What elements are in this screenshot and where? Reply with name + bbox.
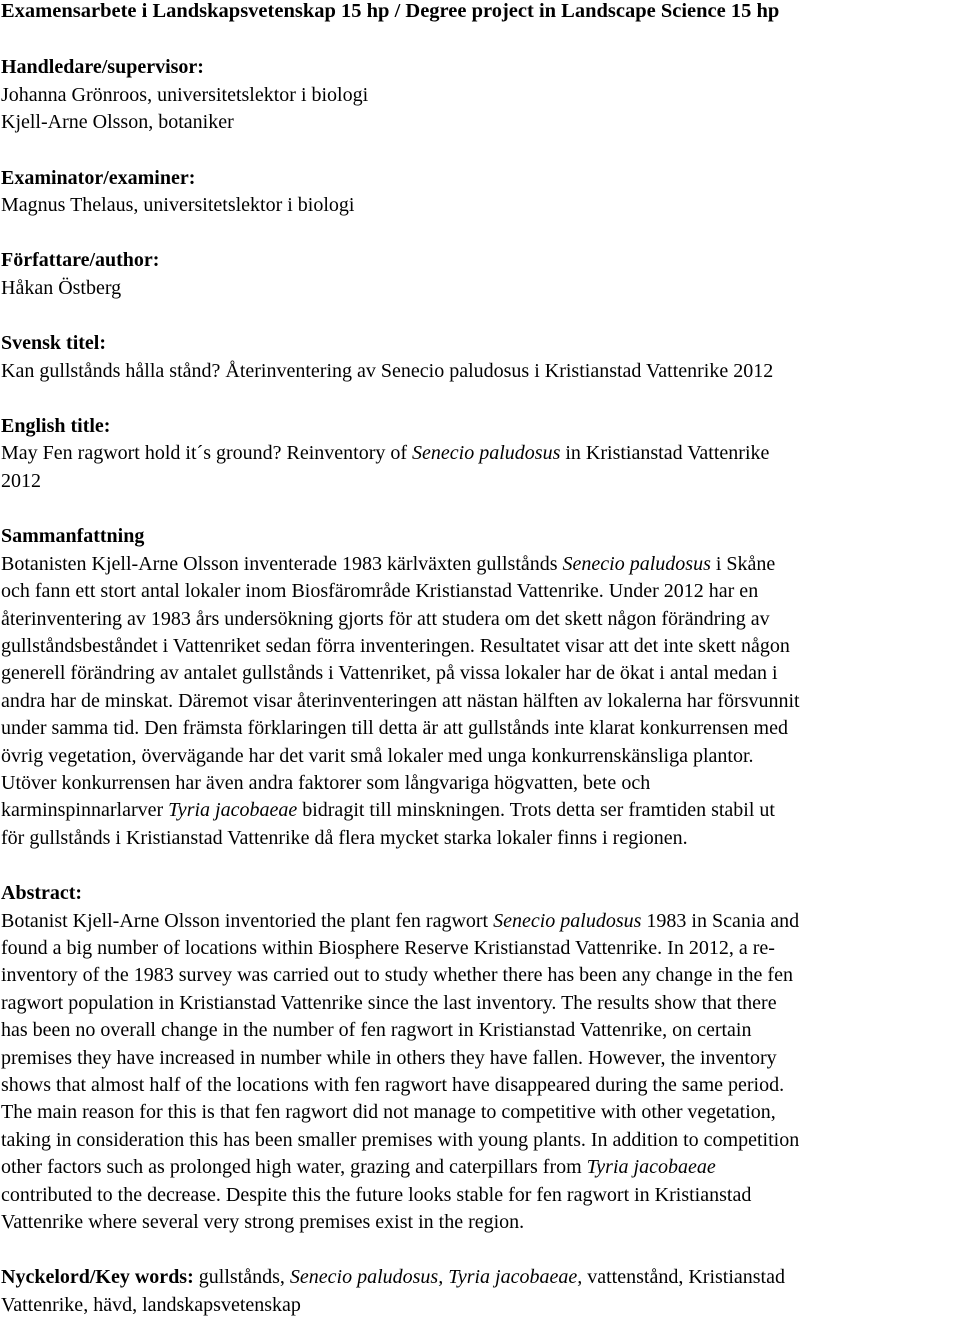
examiner-label: Examinator/examiner: (1, 166, 196, 189)
abstract-section (1, 880, 959, 1236)
abstract-line: The main reason for this is that fen ragwort did not manage to competitive with other vegetation, (1, 1101, 776, 1124)
abstract-line: taking in consideration this has been smaller premises with young plants. In addition to competition (1, 1128, 800, 1151)
text-run: gullstånds, (193, 1266, 290, 1289)
examiner-line: Magnus Thelaus, universitetslektor i biologi (1, 194, 355, 217)
text-run: Botanisten Kjell-Arne Olsson inventerade 1983 kärlväxten gullstånds (1, 552, 563, 575)
supervisor-label: Handledare/supervisor: (1, 56, 204, 79)
species-names: Senecio paludosus, Tyria jacobaeae, (289, 1266, 583, 1289)
text-run: i Skåne (710, 552, 776, 575)
abstract-line (1, 908, 959, 935)
keywords-line (1, 1264, 959, 1291)
abstract-line: Vattenrike where several very strong premises exist in the region. (1, 1211, 525, 1234)
species-name: Senecio paludosus (562, 552, 711, 575)
text-run: vattenstånd, Kristianstad (582, 1266, 785, 1289)
keywords-section (1, 1264, 959, 1319)
supervisor-section (1, 54, 959, 136)
swedish-title-text: Kan gullstånds hålla stånd? Återinventering av Senecio paludosus i Kristianstad Vattenrike 2012 (1, 359, 774, 382)
english-title-line: 2012 (1, 469, 41, 492)
species-name: Senecio paludosus (412, 442, 561, 465)
keywords-label: Nyckelord/Key words: (1, 1266, 194, 1289)
english-title-text: in Kristianstad Vattenrike (560, 442, 770, 465)
species-name: Senecio paludosus (493, 909, 642, 932)
examiner-section (1, 165, 959, 220)
sammanfattning-heading: Sammanfattning (1, 525, 145, 548)
english-title-line (1, 440, 959, 467)
abstract-line: found a big number of locations within Biosphere Reserve Kristianstad Vattenrike. In 2012, a re- (1, 936, 775, 959)
document-header (1, 0, 959, 25)
supervisor-line: Johanna Grönroos, universitetslektor i biologi (1, 83, 369, 106)
text-run: 1983 in Scania and (641, 909, 800, 932)
abstract-line: shows that almost half of the locations with fen ragwort have disappeared during the same period. (1, 1074, 785, 1096)
abstract-line: contributed to the decrease. Despite this the future looks stable for fen ragwort in Kristianstad (1, 1183, 752, 1206)
english-title-text: May Fen ragwort hold it´s ground? Reinventory of (1, 442, 413, 465)
abstract-line: ragwort population in Kristianstad Vattenrike since the last inventory. The results show that there (1, 991, 777, 1014)
text-run: Botanist Kjell-Arne Olsson inventoried the plant fen ragwort (1, 909, 494, 932)
keywords-line: Vattenrike, hävd, landskapsvetenskap (1, 1293, 301, 1316)
sammanfattning-line (1, 551, 959, 578)
abstract-line (1, 1154, 959, 1181)
sammanfattning-line: för gullstånds i Kristianstad Vattenrike då flera mycket starka lokaler finns i regionen. (1, 826, 688, 849)
swedish-title-section (1, 330, 959, 385)
english-title-section (1, 413, 959, 495)
sammanfattning-line (1, 797, 959, 824)
author-label: Författare/author: (1, 249, 160, 272)
sammanfattning-line: under samma tid. Den främsta förklaringen till detta är att gullstånds inte klarat konkurrensen med (1, 717, 788, 740)
text-run: karminspinnarlarver (1, 799, 169, 822)
sammanfattning-line: Utöver konkurrensen har även andra faktorer som långvariga högvatten, bete och (1, 771, 651, 794)
species-name: Tyria jacobaeae (586, 1156, 716, 1179)
sammanfattning-line: och fann ett stort antal lokaler inom Biosfärområde Kristianstad Vattenrike. Under 2012 har en (1, 580, 759, 603)
sammanfattning-line: andra har de minskat. Däremot visar återinventeringen att nästan hälften av lokalerna har försvunnit (1, 689, 800, 712)
text-run: bidragit till minskningen. Trots detta ser framtiden stabil ut (297, 799, 775, 822)
author-line: Håkan Östberg (1, 276, 122, 299)
sammanfattning-section (1, 523, 959, 852)
species-name: Tyria jacobaeae (168, 799, 298, 822)
sammanfattning-line: övrig vegetation, övervägande har det varit små lokaler med unga konkurrenskänsliga plantor. (1, 744, 754, 767)
english-title-label: English title: (1, 415, 111, 438)
abstract-line: premises they have increased in number while in others they have fallen. However, the inventory (1, 1046, 777, 1069)
abstract-line: inventory of the 1983 survey was carried out to study whether there has been any change in the fen (1, 964, 793, 987)
author-section (1, 247, 959, 302)
swedish-title-label: Svensk titel: (1, 332, 106, 355)
header-text: Examensarbete i Landskapsvetenskap 15 hp / Degree project in Landscape Science 15 hp (1, 0, 780, 22)
sammanfattning-line: återinventering av 1983 års undersökning gjorts för att studera om det skett någon förändring av (1, 607, 770, 630)
sammanfattning-line: gullståndsbeståndet i Vattenriket sedan förra inventeringen. Resultatet visar att det inte skett någon (1, 634, 790, 657)
text-run: other factors such as prolonged high water, grazing and caterpillars from (1, 1156, 587, 1179)
abstract-heading: Abstract: (1, 882, 83, 905)
supervisor-line: Kjell-Arne Olsson, botaniker (1, 111, 234, 134)
abstract-line: has been no overall change in the number of fen ragwort in Kristianstad Vattenrike, on certain (1, 1019, 752, 1042)
sammanfattning-line: generell förändring av antalet gullstånds i Vattenriket, på vissa lokaler har de ökat i antal medan i (1, 662, 778, 685)
